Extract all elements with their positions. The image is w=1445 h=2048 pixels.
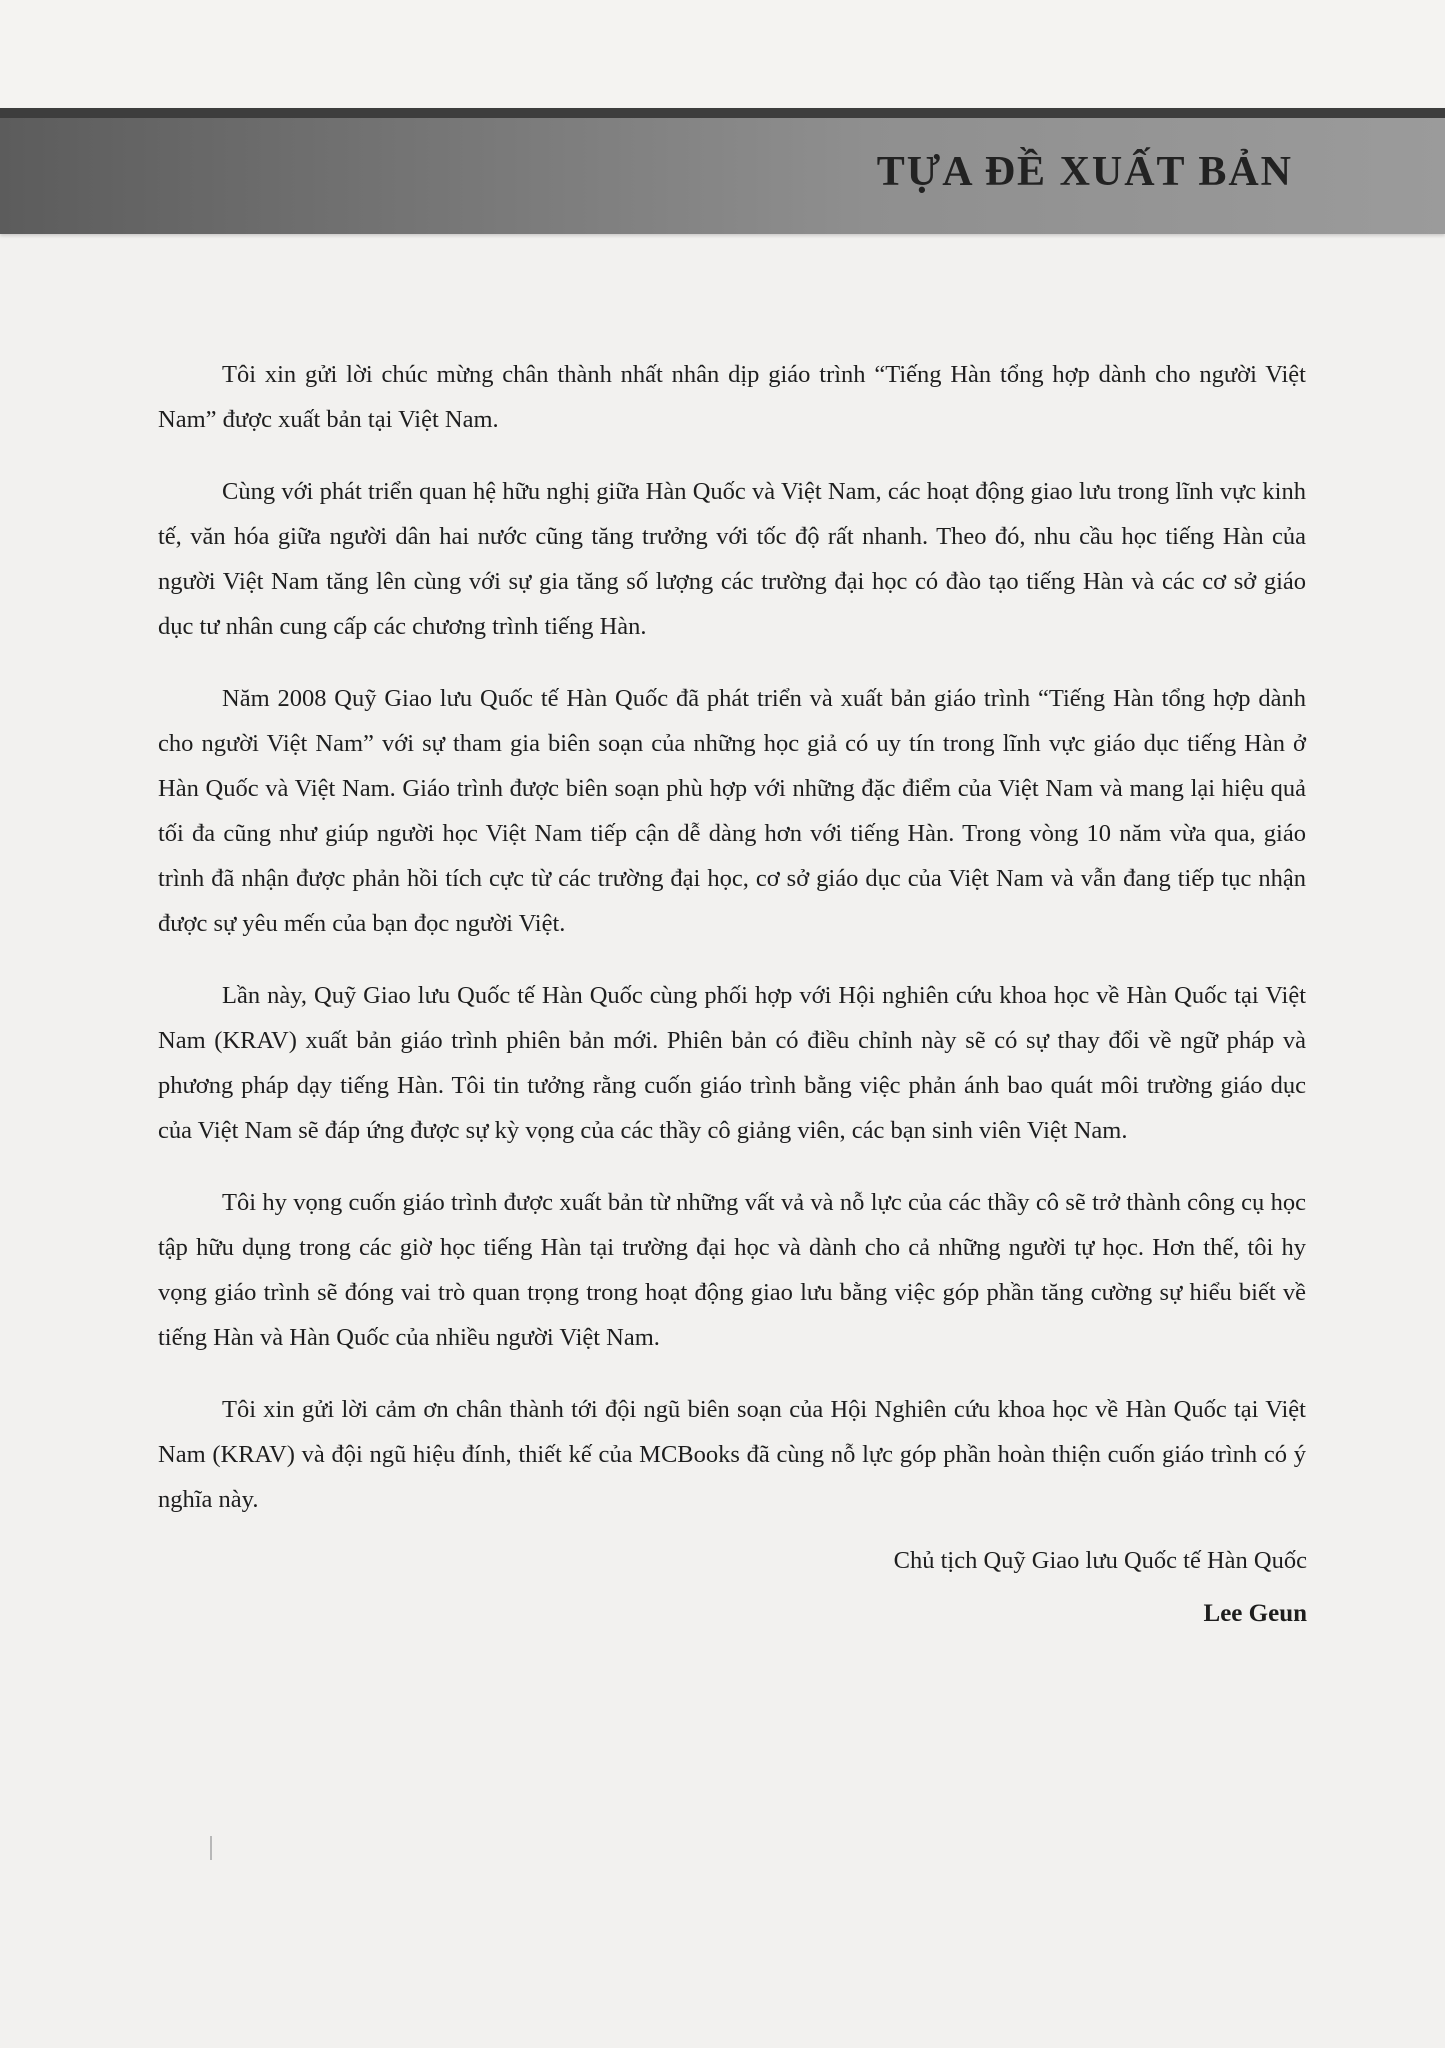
signature-block (894, 1538, 1307, 1636)
paragraph-5: Tôi hy vọng cuốn giáo trình được xuất bản từ những vất vả và nỗ lực của các thầy cô sẽ trở thành công cụ học tập hữu dụng trong các giờ học tiếng Hàn tại trường đại học và dành cho cả những người tự học. Hơn thế, tôi hy vọng giáo trình sẽ đóng vai trò quan trọng trong hoạt động giao lưu bằng việc góp phần tăng cường sự hiểu biết về tiếng Hàn và Hàn Quốc của nhiều người Việt Nam. (158, 1189, 1306, 1351)
signer-name: Lee Geun (1203, 1600, 1307, 1627)
page-top-margin (0, 0, 1445, 108)
section-title: TỰA ĐỀ XUẤT BẢN (876, 149, 1293, 195)
paragraph-2: Cùng với phát triển quan hệ hữu nghị giữa Hàn Quốc và Việt Nam, các hoạt động giao lưu trong lĩnh vực kinh tế, văn hóa giữa người dân hai nước cũng tăng trưởng với tốc độ rất nhanh. Theo đó, nhu cầu học tiếng Hàn của người Việt Nam tăng lên cùng với sự gia tăng số lượng các trường đại học có đào tạo tiếng Hàn và các cơ sở giáo dục tư nhân cung cấp các chương trình tiếng Hàn. (158, 478, 1306, 640)
signer-title: Chủ tịch Quỹ Giao lưu Quốc tế Hàn Quốc (893, 1547, 1307, 1574)
paragraph-3: Năm 2008 Quỹ Giao lưu Quốc tế Hàn Quốc đã phát triển và xuất bản giáo trình “Tiếng Hàn tổng hợp dành cho người Việt Nam” với sự tham gia biên soạn của những học giả có uy tín trong lĩnh vực giáo dục tiếng Hàn ở Hàn Quốc và Việt Nam. Giáo trình được biên soạn phù hợp với những đặc điểm của Việt Nam và mang lại hiệu quả tối đa cũng như giúp người học Việt Nam tiếp cận dễ dàng hơn với tiếng Hàn. Trong vòng 10 năm vừa qua, giáo trình đã nhận được phản hồi tích cực từ các trường đại học, cơ sở giáo dục của Việt Nam và vẫn đang tiếp tục nhận được sự yêu mến của bạn đọc người Việt. (158, 685, 1306, 937)
section-header-band (0, 108, 1445, 234)
page-edge-mark (210, 1836, 212, 1860)
preface-body (158, 352, 1306, 1549)
paragraph-6: Tôi xin gửi lời cảm ơn chân thành tới đội ngũ biên soạn của Hội Nghiên cứu khoa học về Hàn Quốc tại Việt Nam (KRAV) và đội ngũ hiệu đính, thiết kế của MCBooks đã cùng nỗ lực góp phần hoàn thiện cuốn giáo trình có ý nghĩa này. (158, 1396, 1306, 1513)
paragraph-4: Lần này, Quỹ Giao lưu Quốc tế Hàn Quốc cùng phối hợp với Hội nghiên cứu khoa học về Hàn Quốc tại Việt Nam (KRAV) xuất bản giáo trình phiên bản mới. Phiên bản có điều chỉnh này sẽ có sự thay đổi về ngữ pháp và phương pháp dạy tiếng Hàn. Tôi tin tưởng rằng cuốn giáo trình bằng việc phản ánh bao quát môi trường giáo dục của Việt Nam sẽ đáp ứng được sự kỳ vọng của các thầy cô giảng viên, các bạn sinh viên Việt Nam. (158, 982, 1306, 1144)
paragraph-1: Tôi xin gửi lời chúc mừng chân thành nhất nhân dịp giáo trình “Tiếng Hàn tổng hợp dành cho người Việt Nam” được xuất bản tại Việt Nam. (158, 361, 1306, 433)
